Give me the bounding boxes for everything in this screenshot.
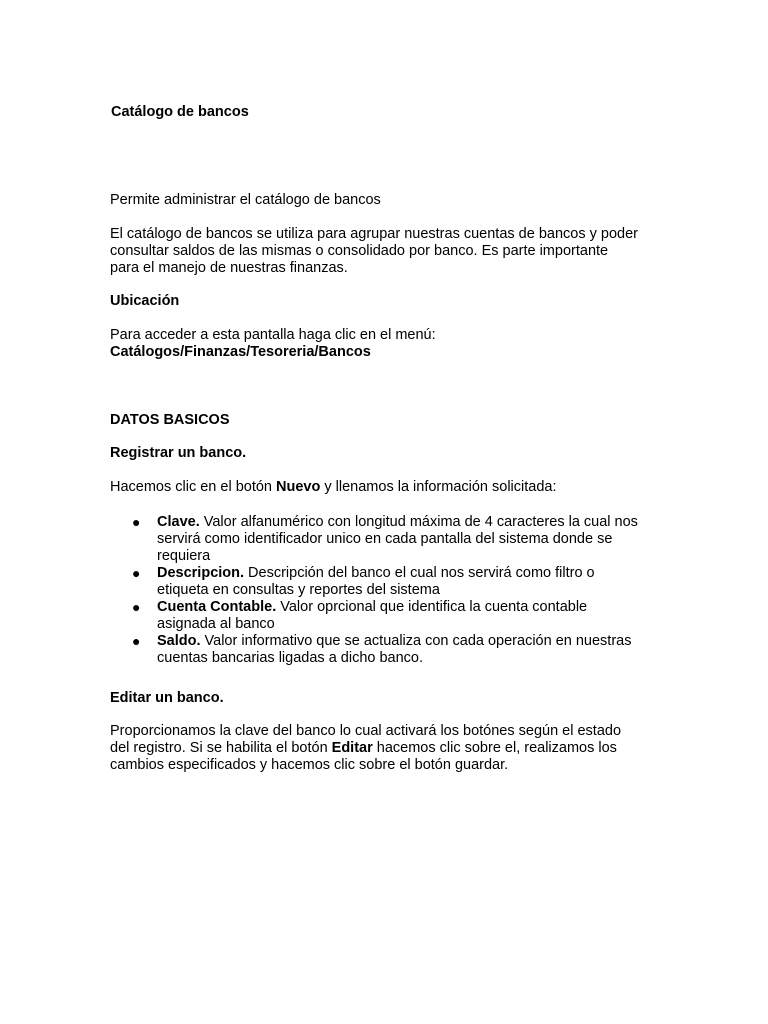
location-paragraph bbox=[110, 327, 640, 361]
edit-text-after: hacemos clic sobre el, realizamos los cambios especificados y hacemos clic sobre el botón guardar. bbox=[110, 740, 617, 773]
intro-paragraph: Permite administrar el catálogo de bancos bbox=[110, 192, 381, 208]
field-text: Valor informativo que se actualiza con cada operación en nuestras cuentas bancarias ligadas a dicho banco. bbox=[157, 633, 632, 666]
edit-paragraph bbox=[110, 723, 640, 774]
register-paragraph bbox=[110, 479, 640, 496]
location-path: Catálogos/Finanzas/Tesoreria/Bancos bbox=[110, 344, 371, 360]
field-label: Saldo. bbox=[157, 633, 201, 649]
location-text: Para acceder a esta pantalla haga clic en el menú: bbox=[110, 327, 436, 343]
register-heading: Registrar un banco. bbox=[110, 445, 247, 461]
field-label: Cuenta Contable. bbox=[157, 599, 277, 615]
register-text-after: y llenamos la información solicitada: bbox=[320, 479, 557, 495]
field-text: Valor oprcional que identifica la cuenta contable asignada al banco bbox=[157, 599, 588, 632]
bullet-icon: ● bbox=[132, 599, 141, 615]
section-heading: DATOS BASICOS bbox=[110, 412, 230, 428]
field-text: Valor alfanumérico con longitud máxima de 4 caracteres la cual nos servirá como identificador unico en cada pantalla del sistema donde se requiera bbox=[157, 514, 638, 564]
location-heading: Ubicación bbox=[110, 293, 180, 309]
list-item bbox=[110, 565, 640, 599]
list-item bbox=[110, 514, 640, 565]
document-title: Catálogo de bancos bbox=[111, 104, 249, 120]
list-item bbox=[110, 599, 640, 633]
register-text-before: Hacemos clic en el botón bbox=[110, 479, 277, 495]
field-label: Clave. bbox=[157, 514, 200, 530]
edit-text-before: Proporcionamos la clave del banco lo cual activará los botónes según el estado del registro. Si se habilita el botón bbox=[110, 723, 622, 756]
edit-button-name: Editar bbox=[331, 740, 373, 756]
description-paragraph: El catálogo de bancos se utiliza para agrupar nuestras cuentas de bancos y poder consultar saldos de las mismas o consolidado por banco. Es parte importante para el manejo de nuestras finanzas. bbox=[110, 226, 638, 276]
list-item bbox=[110, 633, 640, 667]
bullet-icon: ● bbox=[132, 565, 141, 581]
field-list bbox=[110, 514, 640, 667]
field-text: Descripción del banco el cual nos servirá como filtro o etiqueta en consultas y reportes del sistema bbox=[157, 565, 595, 598]
bullet-icon: ● bbox=[132, 514, 141, 530]
bullet-icon: ● bbox=[132, 633, 141, 649]
field-label: Descripcion. bbox=[157, 565, 245, 581]
register-button-name: Nuevo bbox=[276, 479, 321, 495]
edit-heading: Editar un banco. bbox=[110, 690, 224, 706]
